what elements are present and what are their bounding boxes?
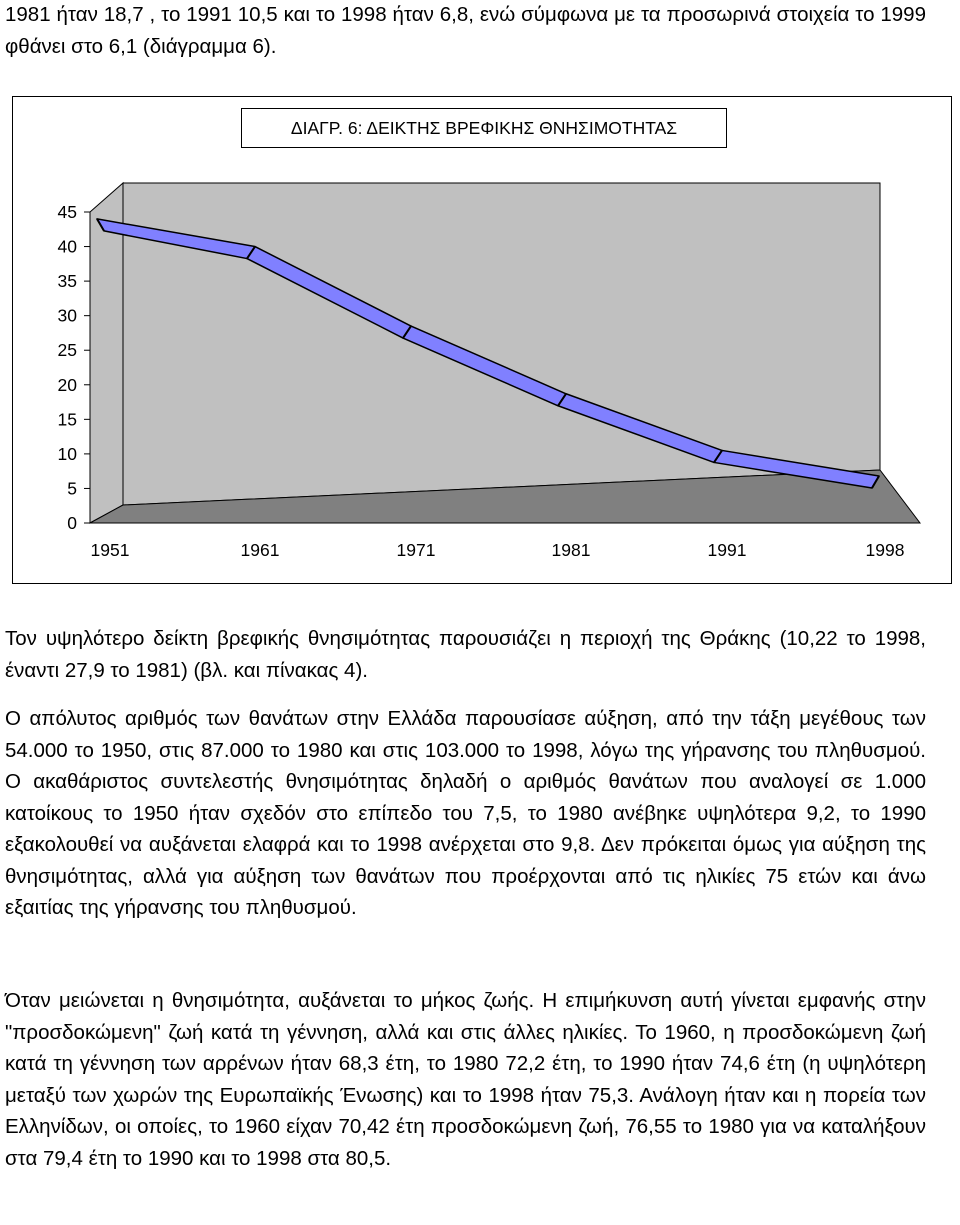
x-tick-label: 1961 — [240, 540, 280, 560]
x-tick-label: 1991 — [707, 540, 747, 560]
y-tick-label: 15 — [57, 409, 77, 430]
intro-paragraph: 1981 ήταν 18,7 , το 1991 10,5 και το 1998 ήταν 6,8, ενώ σύμφωνα με τα προσωρινά στοιχεία το 1999 φθάνει στο 6,1 (διάγραμμα 6). — [5, 3, 926, 58]
x-tick-label: 1998 — [865, 540, 905, 560]
x-tick-label: 1951 — [90, 540, 130, 560]
paragraph-thrace: Τον υψηλότερο δείκτη βρεφικής θνησιμότητας παρουσιάζει η περιοχή της Θράκης (10,22 το 1998, έναντι 27,9 το 1981) (βλ. και πίνακας 4). — [5, 627, 926, 682]
y-tick-label: 5 — [67, 478, 77, 499]
paragraph-deaths: Ο απόλυτος αριθμός των θανάτων στην Ελλάδα παρουσίασε αύξηση, από την τάξη μεγέθους των 54.000 το 1950, στις 87.000 το 1980 και στις 103.000 το 1998, λόγω της γήρανσης του πληθυσμού. Ο ακαθάριστος συντελεστής θνησιμότητας δηλαδή ο αριθμός θανάτων που αναλογεί σε 1.000 κατοίκους το 1950 ήταν σχεδόν στο επίπεδο του 7,5, το 1980 ανέβηκε υψηλότερα 9,2, το 1990 εξακολουθεί να αυξάνεται ελαφρά και το 1998 ανέρχεται στο 9,8. Δεν πρόκειται όμως για αύξηση της θνησιμότητας, αλλά για αύξηση των θανάτων που προέρχονται από τις ηλικίες 75 ετών και άνω εξαιτίας της γήρανσης του πληθυσμού. — [5, 707, 926, 919]
y-axis-ticks — [58, 202, 90, 533]
paragraph-life-expectancy: Όταν μειώνεται η θνησιμότητα, αυξάνεται το μήκος ζωής. Η επιμήκυνση αυτή γίνεται εμφανής στην "προσδοκώμενη" ζωή κατά τη γέννηση, αλλά και στις άλλες ηλικίες. Το 1960, η προσδοκώμενη ζωή κατά τη γέννηση των αρρένων ήταν 68,3 έτη, το 1980 72,2 έτη, το 1990 ήταν 74,6 έτη (η υψηλότερη μεταξύ των χωρών της Ευρωπαϊκής Ένωσης) και το 1998 ήταν 75,3. Ανάλογη ήταν και η πορεία των Ελληνίδων, οι οποίες, το 1960 είχαν 70,42 έτη προσδοκώμενη ζωή, 76,55 το 1980 για να καταλήξουν στα 79,4 έτη το 1990 και το 1998 στα 80,5. — [5, 989, 926, 1170]
chart-back-wall — [123, 183, 880, 505]
y-tick-label: 35 — [57, 271, 77, 292]
y-tick-label: 0 — [67, 513, 77, 533]
y-tick-label: 40 — [57, 236, 77, 257]
x-tick-label: 1981 — [551, 540, 591, 560]
x-axis-ticks — [91, 540, 905, 560]
y-tick-label: 20 — [57, 374, 77, 395]
y-tick-label: 10 — [57, 443, 77, 464]
chart-title: ΔΙΑΓΡ. 6: ΔΕΙΚΤΗΣ ΒΡΕΦΙΚΗΣ ΘΝΗΣΙΜΟΤΗΤΑΣ — [241, 108, 727, 148]
infant-mortality-chart — [0, 0, 960, 600]
y-tick-label: 25 — [57, 340, 77, 361]
x-tick-label: 1971 — [396, 540, 436, 560]
y-tick-label: 45 — [57, 202, 77, 222]
y-tick-label: 30 — [57, 305, 77, 326]
